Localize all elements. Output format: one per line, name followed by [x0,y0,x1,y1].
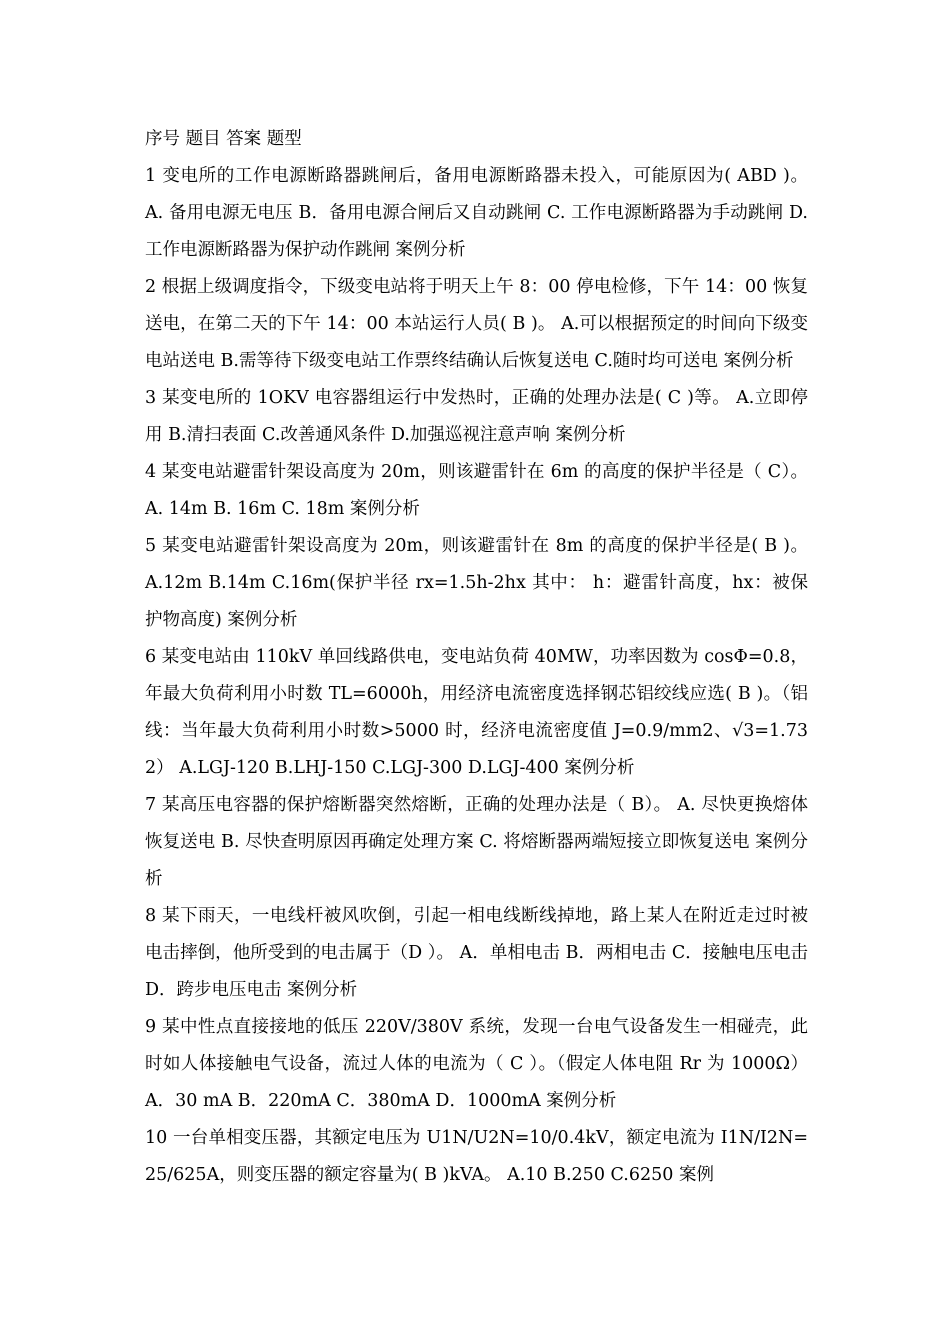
document-body [145,121,808,1194]
question-5: 5 某变电站避雷针架设高度为 20m，则该避雷针在 8m 的高度的保护半径是( B )。 A.12m B.14m C.16m(保护半径 rx=1.5h-2hx 其中： h：避雷针高度，hx：被保护物高度) 案例分析 [145,536,808,630]
table-header-line: 序号 题目 答案 题型 [145,129,302,149]
question-6: 6 某变电站由 110kV 单回线路供电，变电站负荷 40MW，功率因数为 cosΦ=0.8，年最大负荷利用小时数 TL=6000h，用经济电流密度选择钢芯铝绞线应选( B )。（铝线：当年最大负荷利用小时数>5000 时，经济电流密度值 J=0.9/mm2、√3=1.732） A.LGJ-120 B.LHJ-150 C.LGJ-300 D.LGJ-400 案例分析 [145,647,808,778]
question-3: 3 某变电所的 1OKV 电容器组运行中发热时，正确的处理办法是( C )等。 A.立即停用 B.清扫表面 C.改善通风条件 D.加强巡视注意声响 案例分析 [145,388,808,445]
question-7: 7 某高压电容器的保护熔断器突然熔断，正确的处理办法是（ B）。 A. 尽快更换熔体恢复送电 B. 尽快查明原因再确定处理方案 C. 将熔断器两端短接立即恢复送电 案例分析 [145,795,808,889]
question-1: 1 变电所的工作电源断路器跳闸后，备用电源断路器未投入，可能原因为( ABD )。 A. 备用电源无电压 B．备用电源合闸后又自动跳闸 C. 工作电源断路器为手动跳闸 D. 工作电源断路器为保护动作跳闸 案例分析 [145,166,808,260]
question-8: 8 某下雨天，一电线杆被风吹倒，引起一相电线断线掉地，路上某人在附近走过时被电击摔倒，他所受到的电击属于（D ）。 A．单相电击 B．两相电击 C．接触电压电击 D．跨步电压电击 案例分析 [145,906,808,1000]
question-4: 4 某变电站避雷针架设高度为 20m，则该避雷针在 6m 的高度的保护半径是（ C）。 A. 14m B. 16m C. 18m 案例分析 [145,462,808,519]
question-9: 9 某中性点直接接地的低压 220V/380V 系统，发现一台电气设备发生一相碰壳，此时如人体接触电气设备，流过人体的电流为（ C ）。（假定人体电阻 Rr 为 1000Ω） A．30 mA B．220mA C．380mA D．1000mA 案例分析 [145,1017,808,1111]
question-10: 10 一台单相变压器，其额定电压为 U1N/U2N=10/0.4kV，额定电流为 I1N/I2N=25/625A，则变压器的额定容量为( B )kVA。 A.10 B.250 C.6250 案例 [145,1128,808,1185]
question-2: 2 根据上级调度指令，下级变电站将于明天上午 8：00 停电检修，下午 14：00 恢复送电，在第二天的下午 14：00 本站运行人员( B )。 A.可以根据预定的时间向下级变电站送电 B.需等待下级变电站工作票终结确认后恢复送电 C.随时均可送电 案例分析 [145,277,808,371]
